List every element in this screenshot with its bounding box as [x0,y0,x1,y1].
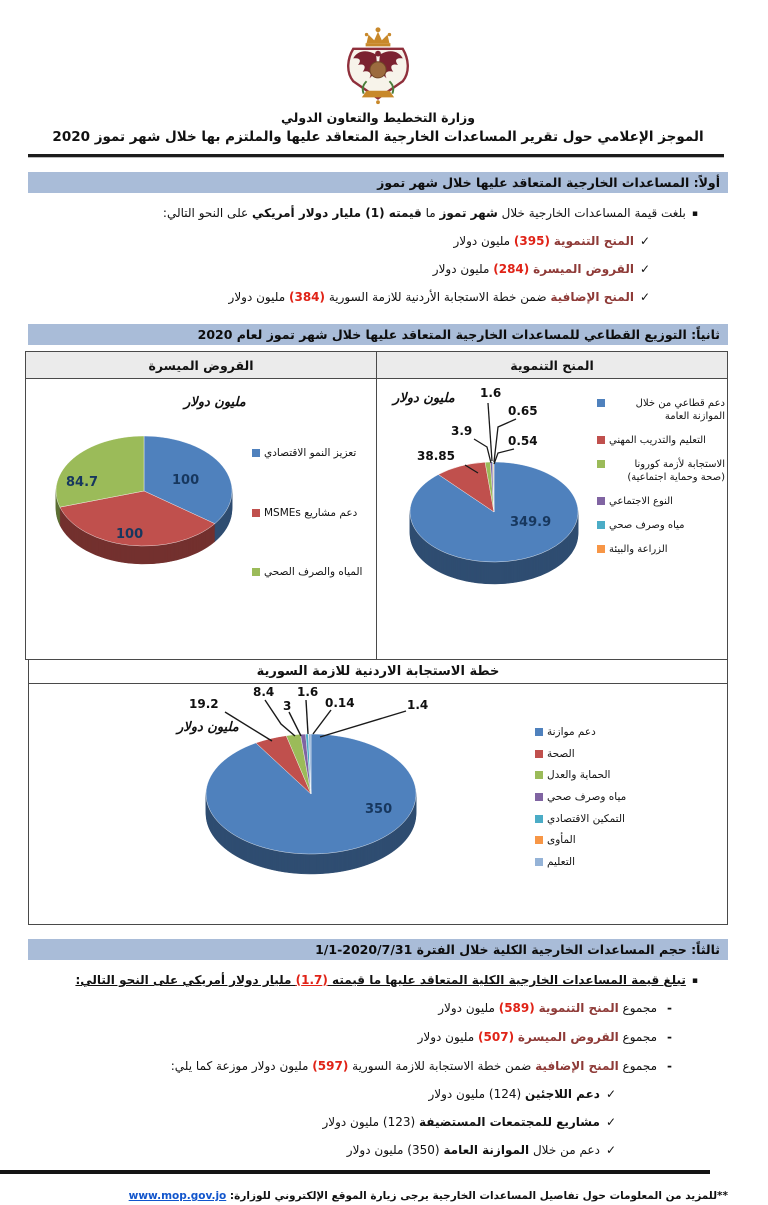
item-tail: مليون دولار [438,1001,499,1015]
callout-education: 1.4 [407,698,429,712]
legend-label: الحماية والعدل [547,769,611,782]
item-mid: ضمن خطة الاستجابة الأردنية للازمة السورية [325,290,551,304]
square-bullet-icon: ▪ [691,209,698,219]
item-pre: دعم من خلال [529,1143,600,1157]
legend-label: المأوى [547,834,576,847]
item-tail: مليون دولار [453,234,514,248]
slice-label-growth: 100 [172,473,200,488]
ministry-website-link[interactable]: www.mop.gov.jo [128,1190,227,1202]
jrp-chart-title: خطة الاستجابة الاردنية للازمة السورية [28,659,728,684]
section2-heading: ثانياً: التوزيع القطاعي للمساعدات الخارجية المتعاقد عليها خلال شهر تموز لعام 2020 [28,324,728,345]
crown-icon [365,27,391,46]
callout-water: 0.65 [508,404,538,418]
item-name: القروض الميسرة [517,1030,619,1044]
legend-label: مياه وصرف صحي [547,790,627,803]
item-name: المنح الإضافية [535,1059,619,1073]
legend-item [252,447,372,461]
footer-note [28,1190,728,1202]
intro-bold: شهر تموز [439,206,498,220]
square-bullet-icon: ▪ [691,976,698,986]
item-name: المنح التنموية [553,234,634,248]
item-name: المنح الإضافية [550,290,634,304]
legend [597,397,725,556]
total-dev-grants [28,995,672,1022]
callout-education: 38.85 [417,449,455,463]
page-title: الموجز الإعلامي حول تقرير المساعدات الخارجية المتعاقد عليها والملتزم بها خلال شهر تموز 2020 [52,129,704,145]
legend-swatch [597,460,605,468]
item-value: (123) [382,1115,416,1129]
item-value: (284) [493,262,530,276]
legend-swatch [535,858,543,866]
item-pre: مجموع [618,1001,658,1015]
legend-swatch [252,509,260,517]
item-tail: مليون دولار [417,1030,479,1044]
callout-corona: 3.9 [451,424,473,438]
total-soft-loans [28,1024,672,1051]
section1-intro [28,201,698,226]
legend-label: التعليم [547,855,575,868]
legend-swatch [535,771,543,779]
item-tail: مليون دولار [432,262,494,276]
header-divider [28,154,724,158]
legend-label: الصحة [547,747,575,760]
axis-unit-label: مليون دولار [184,395,246,410]
legend-swatch [535,793,543,801]
legend-item [597,434,725,447]
footer-text: **للمزيد من المعلومات حول تفاصيل المساعدات الخارجية يرجى زيارة الموقع الإلكتروني للوزارة: [226,1190,728,1202]
item-name: المنح التنموية [538,1001,619,1015]
slice-label-water: 84.7 [66,475,99,490]
footer-divider [0,1170,710,1174]
budget-support-item [28,1137,616,1164]
item-name: دعم اللاجئين [525,1087,600,1101]
slice-label-budget: 349.9 [510,515,552,530]
legend-label: دعم موازنة [547,726,596,738]
check-icon: ✓ [639,234,650,248]
grant-item [28,228,650,254]
callout-wash: 3 [283,699,292,713]
item-pre: مجموع [618,1030,658,1044]
slice-label-msmes: 100 [116,527,144,542]
col-header-dev-grants: المنح التنموية [377,352,728,379]
jrp-pie-chart [28,683,728,925]
pie-slices [410,462,578,584]
intro-text: مليار دولار أمريكي على النحو التالي: [75,973,296,987]
check-icon: ✓ [605,1115,616,1129]
soft-loans-pie-chart [26,379,376,659]
legend-swatch [597,399,605,407]
legend-label: دعم مشاريع MSMEs [264,506,358,519]
legend-swatch [535,750,543,758]
legend-label: الاستجابة لأزمة كورونا (صحة وحماية اجتماعية) [627,459,725,483]
legend-label: النوع الاجتماعي [609,496,673,507]
legend-swatch [597,545,605,553]
pie-slices [56,436,232,564]
intro-text: ما [421,206,440,220]
legend-item [597,458,725,484]
dash-icon: - [667,1059,672,1073]
item-tail: مليون دولار [428,1087,489,1101]
item-name: الموازنة العامة [443,1143,530,1157]
legend-item [597,543,725,556]
item-name: القروض الميسرة [533,262,634,276]
ministry-name: وزارة التخطيط والتعاون الدولي [281,110,475,125]
item-value: (350) [407,1143,440,1157]
legend-item [252,566,372,580]
legend [535,726,705,869]
legend-item [597,519,725,532]
total-additional-grants [28,1053,672,1080]
section3-intro [28,968,698,993]
legend-label: مياه وصرف صحي [609,520,685,531]
legend-swatch [252,568,260,576]
item-tail: مليون دولار [346,1143,408,1157]
host-communities-item [28,1109,616,1136]
axis-unit-label: مليون دولار [177,720,239,735]
jordan-coat-of-arms [330,26,426,106]
check-icon: ✓ [605,1087,616,1101]
ribbon-icon [362,91,394,98]
globe-icon [370,62,386,78]
legend-item [535,813,705,827]
item-value: (384) [288,290,326,304]
legend-label: تعزيز النمو الاقتصادي [264,447,357,459]
legend-item [535,748,705,762]
dash-icon: - [667,1030,672,1044]
callout-gender: 1.6 [480,386,502,400]
star-icon [376,100,380,104]
item-value: (124) [488,1087,522,1101]
legend-swatch [252,449,260,457]
legend-swatch [535,836,543,844]
legend-item [535,834,705,848]
item-name: مشاريع للمجتمعات المستضيفة [419,1115,600,1129]
check-icon: ✓ [639,262,650,276]
axis-unit-label: مليون دولار [393,391,455,406]
callout-shelter: 0.14 [325,696,355,710]
legend-item [535,791,705,805]
legend-item [535,769,705,783]
item-value: (395) [513,234,550,248]
item-tail: مليون دولار [322,1115,383,1129]
legend-label: المياه والصرف الصحي [264,566,363,579]
legend-label: التمكين الاقتصادي [547,812,625,825]
item-value: (589) [498,1001,535,1015]
callout-agriculture: 0.54 [508,434,538,448]
legend [252,447,372,580]
item-value: (507) [478,1030,515,1044]
legend-item [597,397,725,423]
check-icon: ✓ [605,1143,616,1157]
intro-text: بلغت قيمة المساعدات الخارجية خلال [497,206,686,220]
legend-item [597,495,725,508]
legend-swatch [597,497,605,505]
additional-grant-item [28,284,650,310]
dev-grants-pie-chart [377,379,727,659]
intro-value: (1.7) [295,973,328,987]
slice-label-budget: 350 [365,802,393,817]
intro-text: تبلغ قيمة المساعدات الخارجية الكلية المتعاقد عليها ما قيمته [327,973,686,987]
legend-swatch [535,815,543,823]
callout-livelihoods: 1.6 [297,685,319,699]
legend-swatch [597,521,605,529]
callout-health: 19.2 [189,697,219,711]
refugee-support-item [28,1081,616,1108]
legend-item [535,726,705,740]
sector-charts-table [25,351,728,660]
check-icon: ✓ [639,290,650,304]
dash-icon: - [667,1001,672,1015]
legend-item [252,507,372,521]
legend-swatch [597,436,605,444]
item-pre: مجموع [618,1059,658,1073]
intro-bold: قيمته (1) مليار دولار أمريكي [252,206,422,220]
item-mid: ضمن خطة الاستجابة للازمة السورية [348,1059,536,1073]
loan-item [28,256,650,282]
item-tail: مليون دولار موزعة كما يلي: [170,1059,313,1073]
legend-item [535,856,705,870]
legend-label: التعليم والتدريب المهني [609,435,706,446]
item-value: (597) [312,1059,349,1073]
legend-swatch [535,728,543,736]
section3-heading: ثالثاً: حجم المساعدات الخارجية الكلية خلال الفترة 2020/7/31-1/1 [28,939,728,960]
col-header-soft-loans: القروض الميسرة [26,352,377,379]
section1-heading: أولاً: المساعدات الخارجية المتعاقد عليها خلال شهر تموز [28,172,728,193]
callout-protection: 8.4 [253,685,275,699]
intro-text: على النحو التالي: [162,206,253,220]
legend-label: دعم قطاعي من خلال الموازنة العامة [635,398,725,422]
legend-label: الزراعة والبيئة [609,544,668,555]
item-tail: مليون دولار [228,290,289,304]
